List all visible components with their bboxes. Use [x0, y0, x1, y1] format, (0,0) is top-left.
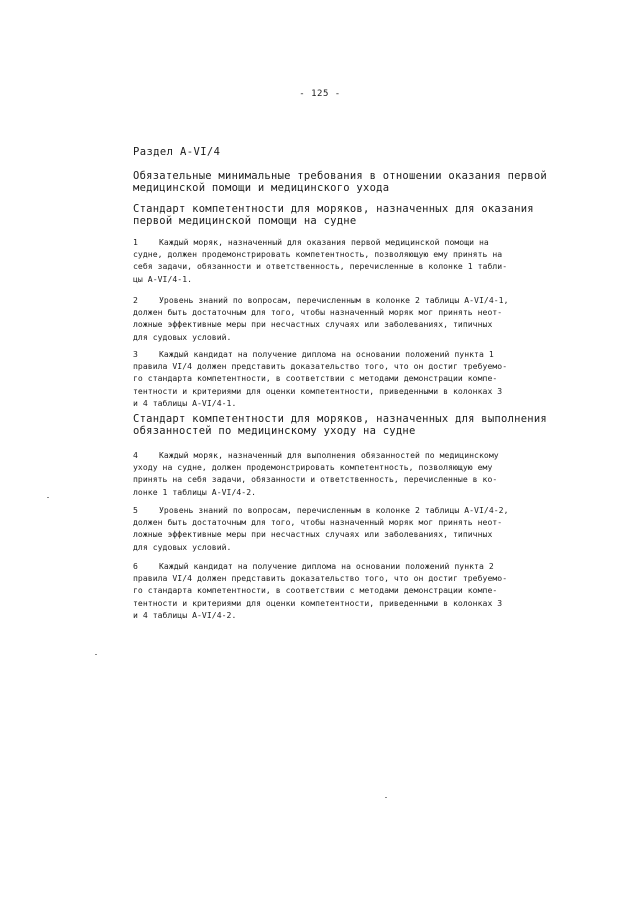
medical-care-standard-heading: Стандарт компетентности для моряков, назначенных для выполнения обязанностей по медицинскому уходу на судне — [133, 413, 548, 437]
page-number: - 125 - — [299, 89, 341, 99]
paragraph-3 — [133, 348, 563, 409]
paragraph-text: Каждый моряк, назначенный для оказания первой медицинской помощи на судне, должен продемонстрировать компетентность, позволяющую ему принять на себя задачи, обязанности и ответственность, перечисленные в колонке 1 табли- цы A-VI/4-1. — [133, 237, 508, 284]
main-heading: Обязательные минимальные требования в отношении оказания первой медицинской помощи и медицинского ухода — [133, 170, 548, 194]
paragraph-text: Каждый кандидат на получение диплома на основании положений пункта 1 правила VI/4 должен представить доказательство того, что он достиг требуемо- го стандарта компетентности, в соответствии с методами демонстрации компе- тентности и критериями для оценки компетентности, приведенными в колонках 3 и 4 таблицы A-VI/4-1. — [133, 349, 508, 408]
paragraph-6 — [133, 560, 563, 621]
paragraph-text: Уровень знаний по вопросам, перечисленным в колонке 2 таблицы A-VI/4-2, должен быть достаточным для того, чтобы назначенный моряк мог принять неот- ложные эффективные меры при несчастных случаях или заболеваниях, типичных для судовых условий. — [133, 505, 509, 552]
paragraph-number: 1 — [133, 237, 138, 247]
paragraph-text: Каждый моряк, назначенный для выполнения обязанностей по медицинскому уходу на судне, должен продемонстрировать компетентность, позволяющую ему принять на себя задачи, обязанности и ответственность, перечисленные в ко- лонке 1 таблицы A-VI/4-2. — [133, 450, 499, 497]
paragraph-4 — [133, 449, 563, 498]
paragraph-5 — [133, 504, 563, 553]
scan-speck — [47, 497, 49, 498]
paragraph-2 — [133, 294, 563, 343]
paragraph-number: 2 — [133, 295, 138, 305]
scan-speck — [385, 797, 387, 798]
paragraph-number: 3 — [133, 349, 138, 359]
scan-speck — [95, 654, 97, 655]
paragraph-number: 5 — [133, 505, 138, 515]
paragraph-number: 4 — [133, 450, 138, 460]
paragraph-text: Уровень знаний по вопросам, перечисленным в колонке 2 таблицы A-VI/4-1, должен быть достаточным для того, чтобы назначенный моряк мог принять неот- ложные эффективные меры при несчастных случаях или заболеваниях, типичных для судовых условий. — [133, 295, 509, 342]
paragraph-1 — [133, 236, 563, 285]
first-aid-standard-heading: Стандарт компетентности для моряков, назначенных для оказания первой медицинской помощи на судне — [133, 203, 534, 227]
paragraph-number: 6 — [133, 561, 138, 571]
section-label: Раздел A-VI/4 — [133, 146, 221, 158]
paragraph-text: Каждый кандидат на получение диплома на основании положений пункта 2 правила VI/4 должен представить доказательство того, что он достиг требуемо- го стандарта компетентности, в соответствии с методами демонстрации компе- тентности и критериями для оценки компетентности, приведенными в колонках 3 и 4 таблицы A-VI/4-2. — [133, 561, 508, 620]
